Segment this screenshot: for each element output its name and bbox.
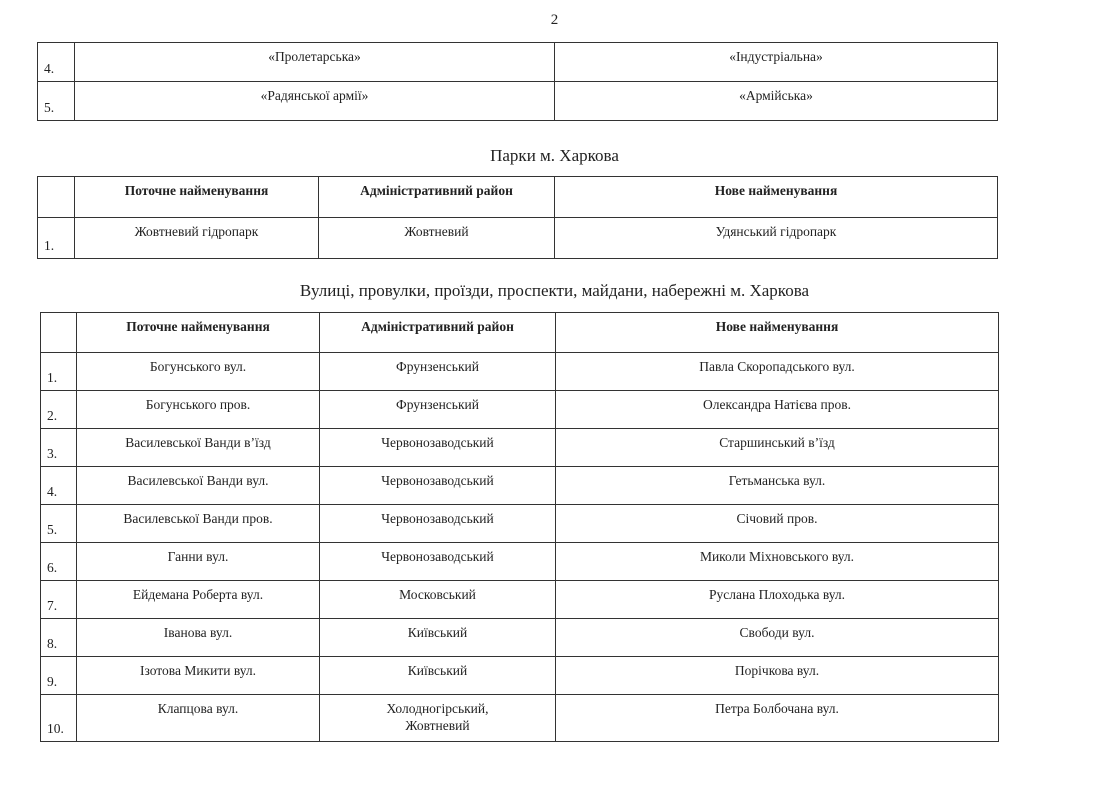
district: Червонозаводський [320, 467, 556, 505]
new-name: Січовий пров. [556, 505, 999, 543]
header-district: Адміністративний район [319, 177, 555, 218]
table-row [41, 429, 999, 467]
new-name: Удянський гідропарк [555, 218, 998, 259]
header-number [41, 313, 77, 353]
current-name: Ізотова Микити вул. [77, 657, 320, 695]
page-number: 2 [550, 12, 559, 28]
district: Київський [320, 657, 556, 695]
table-row [41, 391, 999, 429]
table-row [41, 467, 999, 505]
district: Київський [320, 619, 556, 657]
table-row [41, 353, 999, 391]
current-name: «Пролетарська» [75, 43, 555, 82]
row-number: 1. [38, 218, 75, 259]
row-number: 7. [41, 581, 77, 619]
current-name: Василевської Ванди в’їзд [77, 429, 320, 467]
header-district: Адміністративний район [320, 313, 556, 353]
row-number: 5. [41, 505, 77, 543]
row-number: 4. [41, 467, 77, 505]
parks-table [37, 176, 998, 259]
header-new-name: Нове найменування [555, 177, 998, 218]
new-name: Свободи вул. [556, 619, 999, 657]
row-number: 5. [38, 82, 75, 121]
district-line: Холодногірський, [386, 701, 489, 716]
row-number: 1. [41, 353, 77, 391]
current-name: Василевської Ванди пров. [77, 505, 320, 543]
district: Фрунзенський [320, 353, 556, 391]
district: Московський [320, 581, 556, 619]
table-row [41, 657, 999, 695]
row-number: 9. [41, 657, 77, 695]
table-row [38, 218, 998, 259]
new-name: Олександра Натієва пров. [556, 391, 999, 429]
streets-section-title: Вулиці, провулки, проїзди, проспекти, майдани, набережні м. Харкова [299, 281, 810, 300]
new-name: Руслана Плоходька вул. [556, 581, 999, 619]
district-line: Жовтневий [405, 718, 470, 733]
district: Червонозаводський [320, 543, 556, 581]
streets-table [40, 312, 999, 742]
district: Червонозаводський [320, 505, 556, 543]
current-name: Василевської Ванди вул. [77, 467, 320, 505]
table-row [41, 695, 999, 742]
current-name: Іванова вул. [77, 619, 320, 657]
table-row [41, 543, 999, 581]
new-name: «Індустріальна» [555, 43, 998, 82]
row-number: 3. [41, 429, 77, 467]
header-new-name: Нове найменування [556, 313, 999, 353]
table-header-row [41, 313, 999, 353]
current-name: «Радянської армії» [75, 82, 555, 121]
current-name: Богунського пров. [77, 391, 320, 429]
district [320, 695, 556, 742]
row-number: 6. [41, 543, 77, 581]
header-number [38, 177, 75, 218]
row-number: 8. [41, 619, 77, 657]
new-name: «Армійська» [555, 82, 998, 121]
row-number: 10. [41, 695, 77, 742]
current-name: Жовтневий гідропарк [75, 218, 319, 259]
current-name: Ейдемана Роберта вул. [77, 581, 320, 619]
table-row [41, 581, 999, 619]
new-name: Миколи Міхновського вул. [556, 543, 999, 581]
new-name: Порічкова вул. [556, 657, 999, 695]
district: Фрунзенський [320, 391, 556, 429]
renaming-table-continued [37, 42, 998, 121]
row-number: 4. [38, 43, 75, 82]
district: Жовтневий [319, 218, 555, 259]
new-name: Гетьманська вул. [556, 467, 999, 505]
table-row [38, 43, 998, 82]
table-row [41, 619, 999, 657]
table-row [41, 505, 999, 543]
current-name: Клапцова вул. [77, 695, 320, 742]
district: Червонозаводський [320, 429, 556, 467]
new-name: Павла Скоропадського вул. [556, 353, 999, 391]
current-name: Богунського вул. [77, 353, 320, 391]
parks-section-title: Парки м. Харкова [490, 146, 619, 165]
header-current-name: Поточне найменування [77, 313, 320, 353]
table-header-row [38, 177, 998, 218]
row-number: 2. [41, 391, 77, 429]
header-current-name: Поточне найменування [75, 177, 319, 218]
new-name: Петра Болбочана вул. [556, 695, 999, 742]
table-row [38, 82, 998, 121]
new-name: Старшинський в’їзд [556, 429, 999, 467]
current-name: Ганни вул. [77, 543, 320, 581]
